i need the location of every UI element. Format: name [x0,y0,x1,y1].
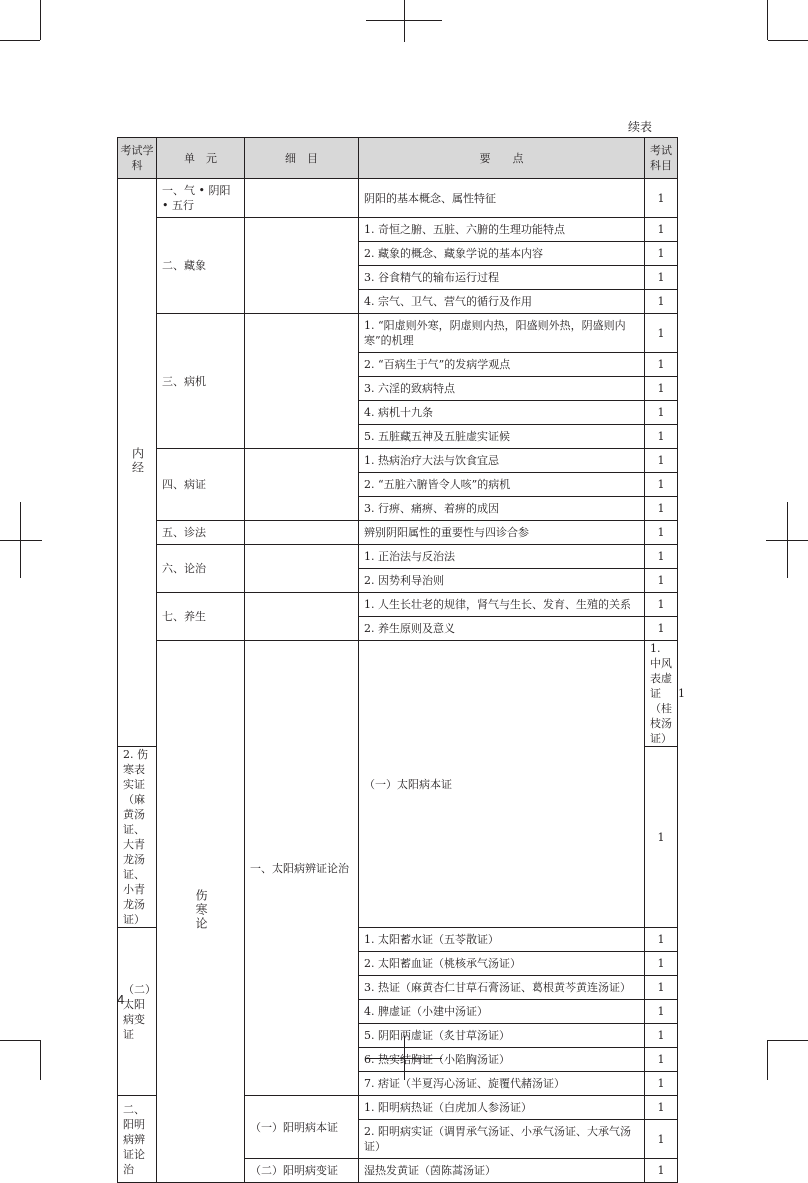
point-cell: 1. 阳明病热证（白虎加人参汤证） [359,1096,645,1120]
point-cell: 5. 阴阳两虚证（炙甘草汤证） [359,1024,645,1048]
registration-mark [0,540,42,541]
point-cell: 6. 热实结胸证（小陷胸汤证） [359,1048,645,1072]
registration-mark [404,0,405,42]
point-cell: 2. “五脏六腑皆令人咳”的病机 [359,473,645,497]
point-cell: 1. “阳虚则外寒，阴虚则内热，阳盛则外热，阴盛则内寒”的机理 [359,314,645,353]
point-cell: 2. 阳明病实证（调胃承气汤证、小承气汤证、大承气汤证） [359,1120,645,1159]
continued-label: 续表 [628,120,653,134]
exam-count-cell: 1 [645,1096,678,1120]
table-row [118,179,678,218]
exam-count-cell: 1 [645,179,678,218]
point-cell: 4. 病机十九条 [359,401,645,425]
table-row [118,218,678,242]
point-cell: 2. 伤寒表实证（麻黄汤证、大青龙汤证、小青龙汤证） [118,747,157,928]
item-cell: （二）太阳病变证 [118,928,157,1096]
exam-count-cell: 1 [645,377,678,401]
unit-cell: 三、病机 [157,314,245,449]
exam-count-cell: 1 [645,1072,678,1096]
exam-count-cell: 1 [645,401,678,425]
unit-cell: 一、气 • 阴阳 • 五行 [157,179,245,218]
exam-count-cell: 1 [645,593,678,617]
exam-count-cell: 1 [645,928,678,952]
exam-count-cell: 1 [645,617,678,641]
item-cell [245,218,359,314]
exam-count-cell: 1 [645,353,678,377]
crop-mark [40,1040,41,1080]
point-cell: 3. 热证（麻黄杏仁甘草石膏汤证、葛根黄芩黄连汤证） [359,976,645,1000]
crop-mark [768,40,808,41]
exam-count-cell: 1 [645,1048,678,1072]
point-cell: 4. 宗气、卫气、营气的循行及作用 [359,290,645,314]
exam-count-cell: 1 [645,473,678,497]
subject-cell [118,179,157,747]
header-point: 要 点 [359,138,645,179]
item-cell: （二）阳明病变证 [245,1159,359,1183]
table-row [118,521,678,545]
syllabus-table [117,137,685,1183]
point-cell: 2. 太阳蓄血证（桃核承气汤证） [359,952,645,976]
unit-cell: 七、养生 [157,593,245,641]
point-cell: 2. 藏象的概念、藏象学说的基本内容 [359,242,645,266]
item-cell [245,545,359,593]
exam-count-cell: 1 [645,266,678,290]
point-cell: 1. 奇恒之腑、五脏、六腑的生理功能特点 [359,218,645,242]
subject-label: 内经 [130,446,145,475]
table-row [118,545,678,569]
crop-mark [767,1040,768,1080]
exam-count-cell: 1 [645,976,678,1000]
crop-mark [768,1040,808,1041]
header-subject: 考试学科 [118,138,157,179]
exam-count-cell: 1 [645,314,678,353]
page-number: 4 [117,992,125,1007]
crop-mark [0,40,40,41]
item-cell [245,521,359,545]
point-cell: 1. 中风表虚证（桂枝汤证） [645,641,678,747]
point-cell: 1. 太阳蓄水证（五苓散证） [359,928,645,952]
unit-cell: 一、太阳病辨证论治 [245,641,359,1096]
point-cell: 7. 痞证（半夏泻心汤证、旋覆代赭汤证） [359,1072,645,1096]
subject-label: 伤寒论 [194,888,208,931]
point-cell: 阴阳的基本概念、属性特征 [359,179,645,218]
item-cell: （一）太阳病本证 [359,641,645,928]
item-cell [245,314,359,449]
crop-mark [0,1040,40,1041]
header-exam: 考试科目 [645,138,678,179]
exam-count-cell: 1 [645,521,678,545]
crop-mark [40,0,41,40]
point-cell: 3. 谷食精气的输布运行过程 [359,266,645,290]
exam-count-cell: 1 [645,290,678,314]
exam-count-cell: 1 [645,1120,678,1159]
exam-count-cell: 1 [645,218,678,242]
point-cell: 5. 五脏藏五神及五脏虚实证候 [359,425,645,449]
exam-count-cell: 1 [645,242,678,266]
table-row [118,314,678,353]
item-cell: （一）阳明病本证 [245,1096,359,1159]
table-row [118,449,678,473]
header-item: 细 目 [245,138,359,179]
exam-count-cell: 1 [645,449,678,473]
point-cell: 2. “百病生于气”的发病学观点 [359,353,645,377]
unit-cell: 二、阳明病辨证论治 [118,1096,157,1183]
item-cell [245,449,359,521]
exam-count-cell: 1 [645,425,678,449]
unit-cell: 五、诊法 [157,521,245,545]
point-cell: 1. 人生长壮老的规律，肾气与生长、发育、生殖的关系 [359,593,645,617]
crop-mark [767,0,768,40]
exam-count-cell: 1 [645,747,678,928]
unit-cell: 二、藏象 [157,218,245,314]
item-cell [245,593,359,641]
table-row [118,593,678,617]
exam-count-cell: 1 [645,569,678,593]
point-cell: 1. 正治法与反治法 [359,545,645,569]
point-cell: 辨别阴阳属性的重要性与四诊合参 [359,521,645,545]
point-cell: 2. 养生原则及意义 [359,617,645,641]
exam-count-cell: 1 [645,1000,678,1024]
unit-cell: 六、论治 [157,545,245,593]
exam-count-cell: 1 [645,497,678,521]
table-row: 伤寒论 一、太阳病辨证论治 （一）太阳病本证 1. 中风表虚证（桂枝汤证） 1 [118,641,678,747]
point-cell: 4. 脾虚证（小建中汤证） [359,1000,645,1024]
point-cell: 3. 六淫的致病特点 [359,377,645,401]
registration-mark [20,502,21,578]
exam-count-cell: 1 [645,545,678,569]
header-row [118,138,678,179]
item-cell [245,179,359,218]
point-cell: 2. 因势利导治则 [359,569,645,593]
exam-count-cell: 1 [645,1159,678,1183]
exam-count-cell: 1 [645,1024,678,1048]
registration-mark [787,502,788,578]
point-cell: 湿热发黄证（茵陈蒿汤证） [359,1159,645,1183]
point-cell: 1. 热病治疗大法与饮食宜忌 [359,449,645,473]
unit-cell: 四、病证 [157,449,245,521]
exam-count-cell: 1 [645,952,678,976]
header-unit: 单 元 [157,138,245,179]
point-cell: 3. 行痹、痛痹、着痹的成因 [359,497,645,521]
subject-cell [157,641,245,1183]
